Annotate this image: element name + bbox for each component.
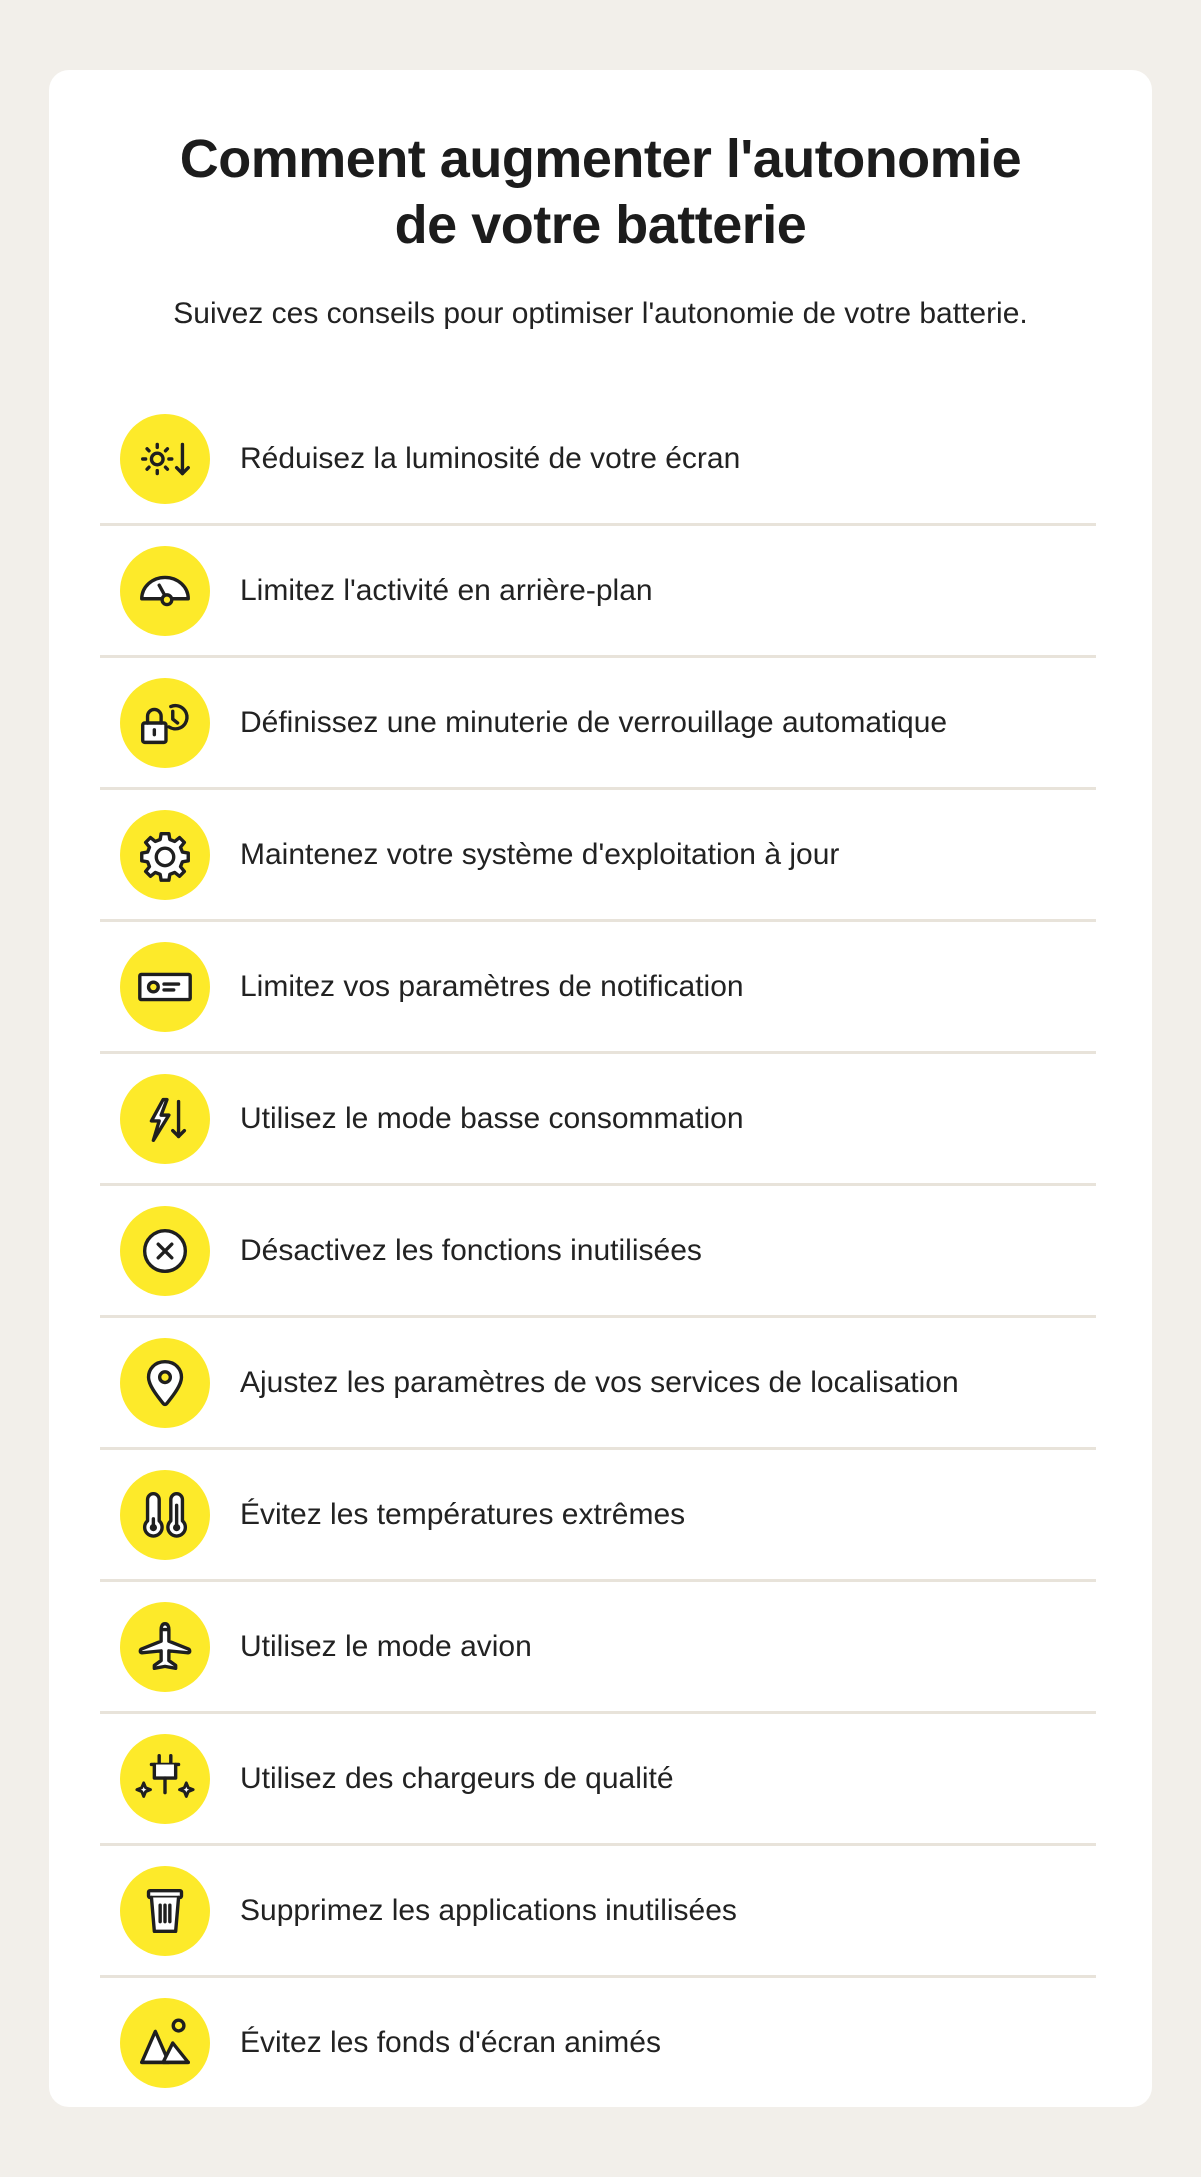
- tip-row: [100, 1054, 1096, 1186]
- tip-row: [100, 526, 1096, 658]
- tip-row: [100, 1318, 1096, 1450]
- thermometers-icon: [120, 1470, 210, 1560]
- close-circle-icon: [120, 1206, 210, 1296]
- tip-label: Maintenez votre système d'exploitation à jour: [240, 837, 840, 871]
- brightness-down-icon: [120, 414, 210, 504]
- gear-icon: [120, 810, 210, 900]
- tip-row: [100, 394, 1096, 526]
- tip-label: Supprimez les applications inutilisées: [240, 1893, 737, 1927]
- tip-row: [100, 922, 1096, 1054]
- tips-list: [100, 394, 1096, 2107]
- title-line-2: de votre batterie: [394, 195, 807, 255]
- lock-timer-icon: [120, 678, 210, 768]
- tip-label: Réduisez la luminosité de votre écran: [240, 441, 741, 475]
- quality-charger-icon: [120, 1734, 210, 1824]
- gauge-icon: [120, 546, 210, 636]
- tip-label: Limitez vos paramètres de notification: [240, 969, 744, 1003]
- notification-card-icon: [120, 942, 210, 1032]
- page-subtitle: Suivez ces conseils pour optimiser l'autonomie de votre batterie.: [173, 297, 1028, 330]
- tip-row: [100, 1450, 1096, 1582]
- landscape-image-icon: [120, 1998, 210, 2088]
- tip-row: [100, 1186, 1096, 1318]
- trash-icon: [120, 1866, 210, 1956]
- tip-row: [100, 1582, 1096, 1714]
- tip-row: [100, 1714, 1096, 1846]
- tip-label: Désactivez les fonctions inutilisées: [240, 1233, 702, 1267]
- airplane-icon: [120, 1602, 210, 1692]
- tips-card: [49, 70, 1152, 2107]
- tip-label: Évitez les températures extrêmes: [240, 1497, 686, 1531]
- tip-label: Utilisez le mode basse consommation: [240, 1101, 744, 1135]
- tip-label: Définissez une minuterie de verrouillage automatique: [240, 705, 948, 739]
- tip-row: [100, 1846, 1096, 1978]
- tip-row: [100, 1978, 1096, 2107]
- page-title: [49, 126, 1152, 258]
- tip-label: Évitez les fonds d'écran animés: [240, 2025, 661, 2059]
- tip-label: Ajustez les paramètres de vos services de localisation: [240, 1365, 959, 1399]
- tip-row: [100, 790, 1096, 922]
- low-power-icon: [120, 1074, 210, 1164]
- location-pin-icon: [120, 1338, 210, 1428]
- tip-label: Limitez l'activité en arrière-plan: [240, 573, 653, 607]
- tip-row: [100, 658, 1096, 790]
- tip-label: Utilisez le mode avion: [240, 1629, 532, 1663]
- title-line-1: Comment augmenter l'autonomie: [179, 129, 1022, 189]
- tip-label: Utilisez des chargeurs de qualité: [240, 1761, 674, 1795]
